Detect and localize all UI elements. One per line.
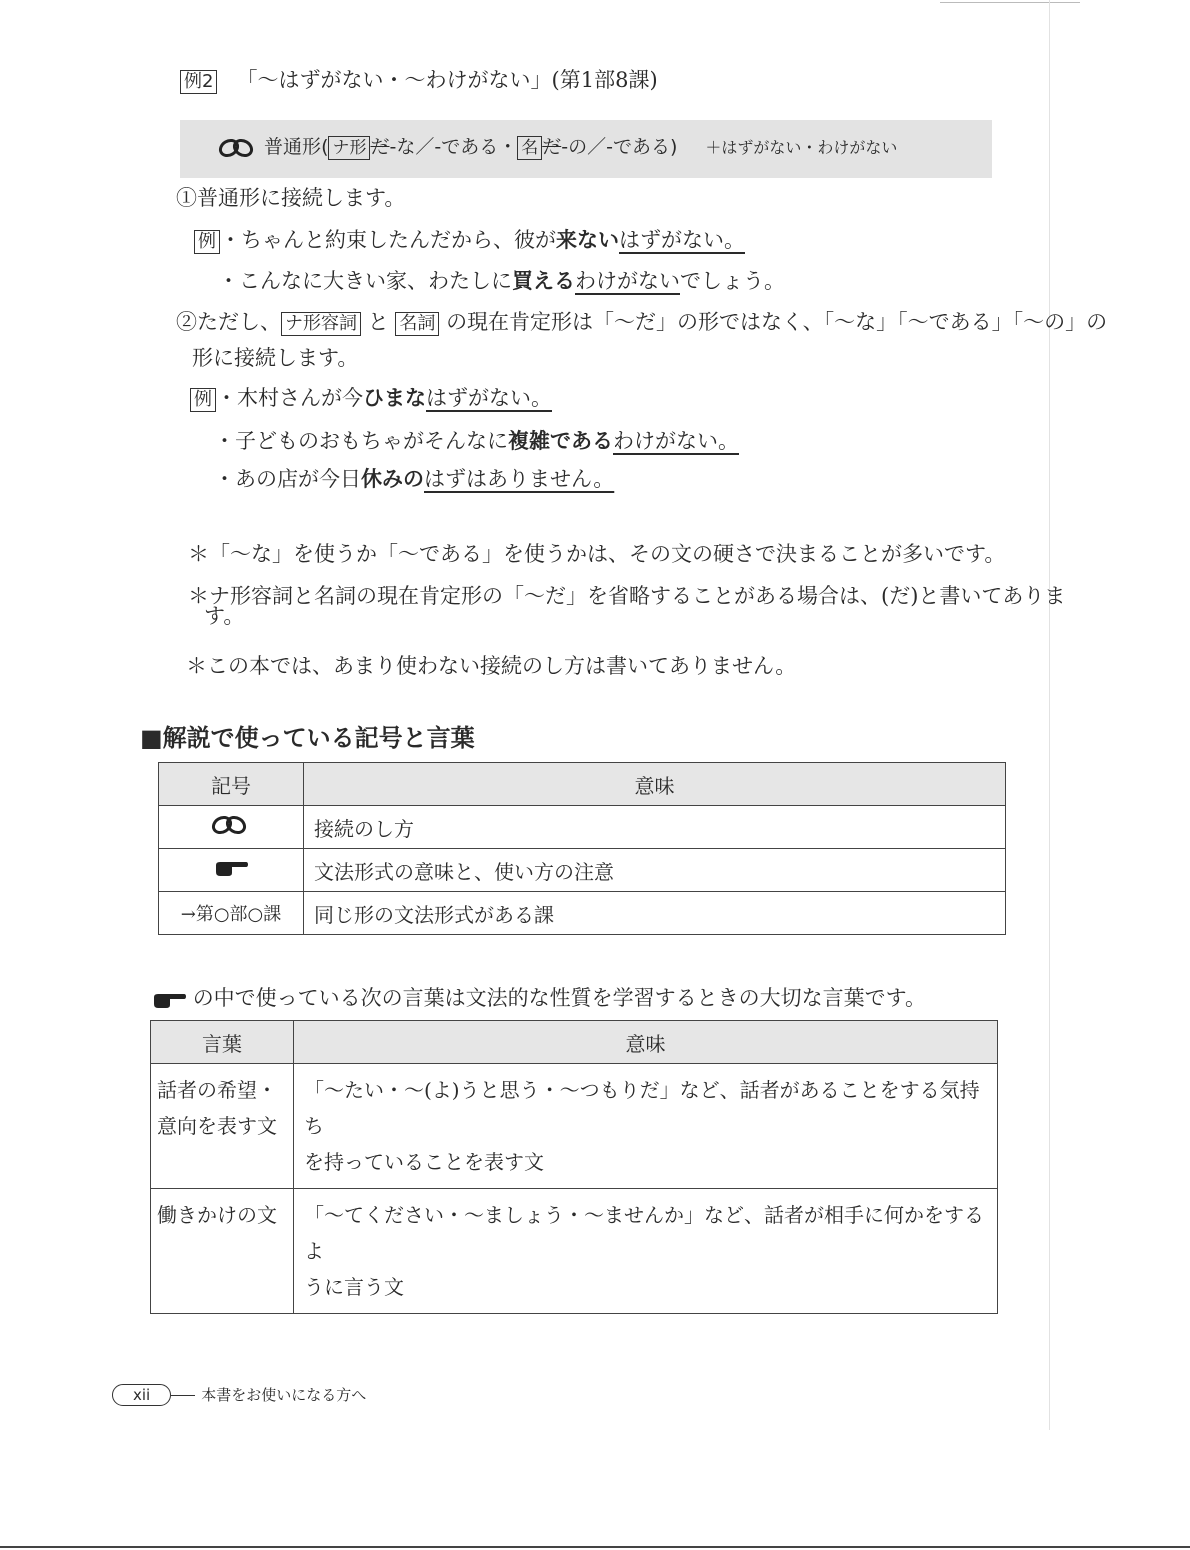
symbol-cell: →第○部○課	[159, 892, 304, 935]
noun-forms: -の／-である)	[561, 136, 678, 158]
noun-label: 名	[517, 136, 542, 160]
footer-text: 本書をお使いになる方へ	[201, 1386, 367, 1404]
example-bold: 買える	[512, 269, 575, 293]
meaning-cell	[294, 1189, 998, 1314]
meaning-cell: 接続のし方	[304, 806, 1006, 849]
na-adj-label: ナ形	[328, 136, 370, 160]
meaning-line: 「～てください・～ましょう・～ませんか」など、話者が相手に何かをするよ	[304, 1203, 984, 1263]
note-2-continued: す。	[204, 604, 245, 628]
pointing-hand-icon	[214, 859, 248, 877]
note-2: ＊ナ形容詞と名詞の現在肯定形の「～だ」を省略することがある場合は、(だ)と書いてありま	[188, 584, 1066, 608]
term-cell	[151, 1189, 294, 1314]
term-cell	[151, 1064, 294, 1189]
meaning-cell	[294, 1064, 998, 1189]
point2-mid: と	[367, 310, 389, 334]
example2-title: 「～はずがない・～わけがない」(第1部8課)	[236, 68, 658, 92]
point2-example2	[214, 425, 739, 455]
page-right-edge	[1049, 0, 1050, 1430]
table-header-row	[159, 763, 1006, 806]
point2-text	[176, 306, 1107, 336]
point1-example2	[218, 265, 785, 295]
point2-pre: ②ただし、	[176, 310, 281, 334]
section-heading: ■解説で使っている記号と言葉	[140, 724, 475, 752]
na-adj-forms: -な／-である・	[389, 136, 518, 158]
point1-example1	[194, 224, 745, 254]
meaning-line: 「～たい・～(よ)うと思う・～つもりだ」など、話者があることをする気持ち	[304, 1078, 980, 1138]
example-text: ・子どものおもちゃがそんなに	[214, 429, 508, 453]
table2-intro-text: の中で使っている次の言葉は文法的な性質を学習するときの大切な言葉です。	[192, 986, 927, 1010]
example2-header	[180, 64, 658, 94]
footer	[112, 1384, 366, 1406]
footer-rule	[171, 1395, 195, 1396]
page-top-edge	[940, 2, 1080, 3]
connection-icon	[211, 814, 251, 836]
note-3: ＊この本では、あまり使わない接続のし方は書いてありません。	[186, 654, 797, 678]
meaning-cell: 同じ形の文法形式がある課	[304, 892, 1006, 935]
na-adjective-label: ナ形容詞	[281, 312, 361, 336]
table-row	[151, 1064, 998, 1189]
table-row	[159, 892, 1006, 935]
example2-label: 例2	[180, 70, 217, 94]
header-symbol: 記号	[159, 763, 304, 806]
noun-label: 名詞	[395, 312, 439, 336]
term-line: 話者の希望・	[157, 1078, 277, 1102]
example-label: 例	[190, 388, 216, 412]
point2-post: の現在肯定形は「～だ」の形ではなく、「～な」「～である」「～の」の	[446, 310, 1108, 334]
page-number: xii	[112, 1384, 171, 1406]
example-underlined: わけがない。	[613, 429, 739, 453]
example-label: 例	[194, 230, 220, 254]
example-bold: 複雑である	[508, 429, 613, 453]
term-line: 意向を表す文	[157, 1114, 277, 1138]
table-row	[151, 1189, 998, 1314]
noun-strike: だ	[542, 136, 562, 158]
example-bold: 来ない	[556, 228, 619, 252]
point1-text: ①普通形に接続します。	[176, 186, 406, 210]
example-underlined: はずがない。	[619, 228, 745, 252]
note-1: ＊「～な」を使うか「～である」を使うかは、その文の硬さで決まることが多いです。	[188, 542, 1006, 566]
symbol-cell	[159, 806, 304, 849]
table-header-row	[151, 1021, 998, 1064]
example-text: ・こんなに大きい家、わたしに	[218, 269, 512, 293]
na-adj-strike: だ	[370, 136, 390, 158]
example-underlined: はずがない。	[426, 386, 552, 410]
base-form: 普通形	[264, 136, 322, 158]
example-underlined: わけがない	[575, 269, 680, 293]
example-text: ・あの店が今日	[214, 467, 361, 491]
header-meaning: 意味	[294, 1021, 998, 1064]
table2-intro	[152, 982, 926, 1012]
scan-bottom-edge	[0, 1546, 1190, 1548]
table-row	[159, 806, 1006, 849]
meaning-line: うに言う文	[304, 1275, 404, 1299]
connection-suffix: ＋はずがない・わけがない	[705, 138, 898, 157]
pointing-hand-icon	[152, 991, 186, 1009]
example-text: でしょう。	[680, 269, 785, 293]
terms-table	[150, 1020, 998, 1314]
point2-example3	[214, 463, 614, 493]
header-term: 言葉	[151, 1021, 294, 1064]
term-line: 働きかけの文	[157, 1203, 277, 1227]
point2-line2: 形に接続します。	[192, 346, 359, 370]
header-meaning: 意味	[304, 763, 1006, 806]
symbol-table	[158, 762, 1006, 935]
table-row	[159, 849, 1006, 892]
connection-icon	[218, 137, 258, 159]
symbol-cell	[159, 849, 304, 892]
example-bold: ひまな	[363, 386, 426, 410]
example-text: ・ちゃんと約束したんだから、彼が	[220, 228, 556, 252]
point2-example1	[190, 382, 552, 412]
example-bold: 休みの	[361, 467, 424, 491]
connection-rule: 普通形( ナ形 だ-な／-である・ 名 だ-の／-である) ＋はずがない・わけがない	[218, 132, 897, 160]
meaning-cell: 文法形式の意味と、使い方の注意	[304, 849, 1006, 892]
meaning-line: を持っていることを表す文	[304, 1150, 544, 1174]
example-text: ・木村さんが今	[216, 386, 363, 410]
example-underlined: はずはありません。	[424, 467, 615, 491]
